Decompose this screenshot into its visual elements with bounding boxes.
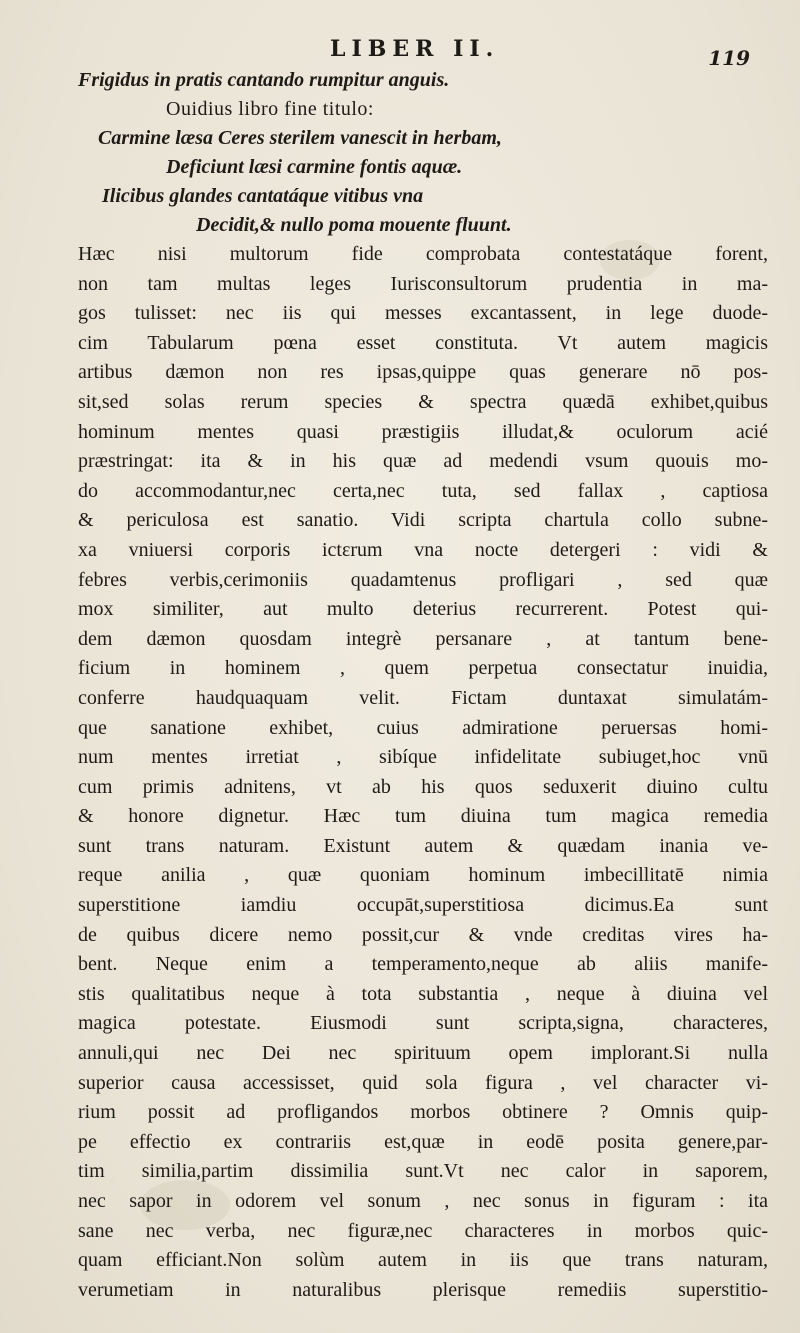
page-number: 119 <box>708 46 750 70</box>
verse-line: Carmine læsa Ceres sterilem vanescit in herbam, <box>98 127 502 149</box>
prose-line: tim similia,partim dissimilia sunt.Vt nec calor in saporem, <box>78 1160 768 1183</box>
prose-line: nec sapor in odorem vel sonum , nec sonus in figuram : ita <box>78 1190 768 1212</box>
prose-line: xa vniuersi corporis ictεrum vna nocte detergeri : vidi & <box>78 538 768 561</box>
prose-line: cim Tabularum pœna esset constituta. Vt autem magicis <box>78 331 768 354</box>
prose-line: rium possit ad profligandos morbos obtinere ? Omnis quip- <box>78 1101 768 1124</box>
prose-line: sunt trans naturam. Existunt autem & quædam inania ve- <box>78 834 768 857</box>
prose-line: sane nec verba, nec figuræ,nec characteres in morbos quic- <box>78 1219 768 1242</box>
prose-line: non tam multas leges Iurisconsultorum prudentia in ma- <box>78 272 768 295</box>
prose-line: & honore dignetur. Hæc tum diuina tum magica remedia <box>78 805 768 828</box>
verse-line: Decidit,& nullo poma mouente fluunt. <box>196 214 512 236</box>
prose-paragraph <box>78 240 768 1305</box>
prose-line: annuli,qui nec Dei nec spirituum opem implorant.Si nulla <box>78 1042 768 1065</box>
prose-line: conferre haudquaquam velit. Fictam duntaxat simulatám- <box>78 686 768 709</box>
verse-line: Frigidus in pratis cantando rumpitur anguis. <box>78 69 450 91</box>
prose-line: de quibus dicere nemo possit,cur & vnde creditas vires ha- <box>78 923 768 946</box>
prose-line: quam efficiant.Non solùm autem in iis que trans naturam, <box>78 1249 768 1272</box>
prose-line: febres verbis,cerimoniis quadamtenus profligari , sed quæ <box>78 568 768 591</box>
prose-line: cum primis adnitens, vt ab his quos seduxerit diuino cultu <box>78 775 768 798</box>
prose-line: verumetiam in naturalibus plerisque remediis superstitio- <box>78 1278 768 1301</box>
prose-line: num mentes irretiat , sibíque infidelitate subiuget,hoc vnū <box>78 746 768 769</box>
prose-line: Hæc nisi multorum fide comprobata contestatáque forent, <box>78 243 768 265</box>
prose-line: gos tulisset: nec iis qui messes excantassent, in lege duode- <box>78 302 768 325</box>
prose-line: que sanatione exhibet, cuius admiratione peruersas homi- <box>78 716 768 739</box>
prose-line: dem dæmon quosdam integrè persanare , at tantum bene- <box>78 627 768 650</box>
running-title: LIBER II. <box>330 36 500 62</box>
prose-line: ficium in hominem , quem perpetua consectatur inuidia, <box>78 657 768 680</box>
prose-line: superior causa accessisset, quid sola figura , vel character vi- <box>78 1071 768 1094</box>
prose-line: præstringat: ita & in his quæ ad medendi vsum quouis mo- <box>78 450 768 473</box>
prose-line: bent. Neque enim a temperamento,neque ab aliis manife- <box>78 953 768 976</box>
prose-line: stis qualitatibus neque à tota substantia , neque à diuina vel <box>78 982 768 1005</box>
prose-line: magica potestate. Eiusmodi sunt scripta,signa, characteres, <box>78 1012 768 1035</box>
prose-line: reque anilia , quæ quoniam hominum imbecillitatē nimia <box>78 864 768 887</box>
prose-line: hominum mentes quasi præstigiis illudat,& oculorum acié <box>78 420 768 443</box>
prose-line: sit,sed solas rerum species & spectra quædā exhibet,quibus <box>78 390 768 413</box>
verse-line: Ilicibus glandes cantatáque vitibus vna <box>102 185 424 207</box>
prose-line: artibus dæmon non res ipsas,quippe quas generare nō pos- <box>78 361 768 384</box>
text-block <box>78 66 768 1305</box>
prose-line: mox similiter, aut multo deterius recurrerent. Potest qui- <box>78 598 768 621</box>
verse-line: Deficiunt læsi carmine fontis aquæ. <box>166 156 463 178</box>
source-citation: Ouidius libro fine titulo: <box>166 98 374 120</box>
prose-line: superstitione iamdiu occupāt,superstitiosa dicimus.Ea sunt <box>78 894 768 917</box>
prose-line: pe effectio ex contrariis est,quæ in eodē posita genere,par- <box>78 1130 768 1153</box>
prose-line: do accommodantur,nec certa,nec tuta, sed fallax , captiosa <box>78 479 768 502</box>
prose-line: & periculosa est sanatio. Vidi scripta chartula collo subne- <box>78 509 768 532</box>
